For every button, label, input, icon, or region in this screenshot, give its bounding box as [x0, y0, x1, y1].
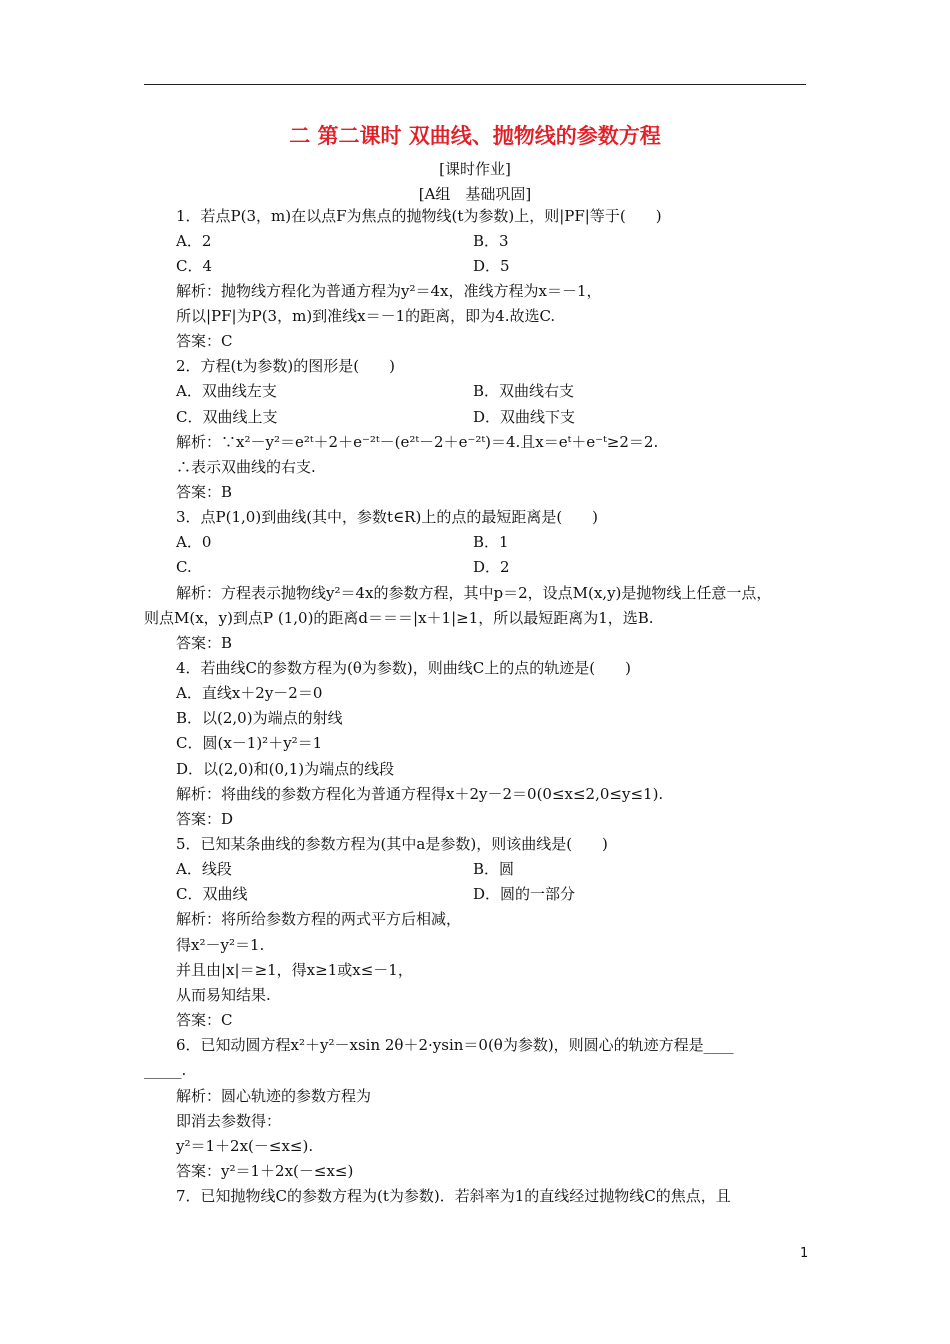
question-7: 7．已知抛物线C的参数方程为(t为参数)．若斜率为1的直线经过抛物线C的焦点，且	[176, 1187, 731, 1205]
q3-option-d: D．2	[473, 558, 510, 576]
q1-option-b: B．3	[473, 232, 509, 250]
q6-solution-line3: y²＝1＋2x(－≤x≤).	[176, 1137, 314, 1155]
question-2: 2．方程(t为参数)的图形是( )	[176, 357, 395, 375]
q1-option-c: C．4	[176, 257, 213, 275]
q2-option-b: B．双曲线右支	[473, 382, 575, 400]
q5-solution-line4: 从而易知结果.	[176, 986, 271, 1004]
q2-option-d: D．双曲线下支	[473, 408, 576, 426]
q6-solution: 解析：圆心轨迹的参数方程为	[176, 1087, 372, 1105]
q2-option-c: C．双曲线上支	[176, 408, 278, 426]
q3-solution-cont: 则点M(x，y)到点P (1,0)的距离d＝＝＝|x＋1|≥1，所以最短距离为1，选B.	[144, 609, 654, 627]
q2-option-a: A．双曲线左支	[176, 382, 277, 400]
q5-option-b: B．圆	[473, 860, 515, 878]
question-1: 1．若点P(3，m)在以点F为焦点的抛物线(t为参数)上，则|PF|等于( )	[176, 207, 662, 225]
q4-solution: 解析：将曲线的参数方程化为普通方程得x＋2y－2＝0(0≤x≤2,0≤y≤1).	[176, 785, 664, 803]
q1-option-a: A．2	[176, 232, 212, 250]
q3-option-a: A．0	[176, 533, 212, 551]
group-label: [A组 基础巩固]	[418, 185, 532, 203]
q2-solution-cont: ∴表示双曲线的右支.	[176, 458, 316, 476]
q4-option-a: A．直线x＋2y－2＝0	[176, 684, 323, 702]
q2-answer: 答案：B	[176, 483, 233, 501]
question-6: 6．已知动圆方程x²＋y²－xsin 2θ＋2·ysin＝0(θ为参数)，则圆心的轨迹方程是____	[176, 1036, 734, 1054]
q2-solution: 解析：∵x²－y²＝e²ᵗ＋2＋e⁻²ᵗ－(e²ᵗ－2＋e⁻²ᵗ)＝4.且x＝eᵗ＋e⁻ᵗ≥2＝2.	[176, 433, 659, 451]
q6-solution-line2: 即消去参数得：	[176, 1112, 282, 1130]
question-4: 4．若曲线C的参数方程为(θ为参数)，则曲线C上的点的轨迹是( )	[176, 659, 631, 677]
q4-answer: 答案：D	[176, 810, 234, 828]
question-6-blank: _____.	[144, 1061, 187, 1079]
q5-option-d: D．圆的一部分	[473, 885, 576, 903]
q5-solution: 解析：将所给参数方程的两式平方后相减，	[176, 910, 462, 928]
q3-option-c: C.	[176, 558, 192, 576]
q4-option-d: D．以(2,0)和(0,1)为端点的线段	[176, 760, 395, 778]
q4-option-c: C．圆(x－1)²＋y²＝1	[176, 734, 323, 752]
q6-answer: 答案：y²＝1＋2x(－≤x≤)	[176, 1162, 354, 1180]
q3-option-b: B．1	[473, 533, 509, 551]
page-number: 1	[800, 1246, 809, 1261]
q5-solution-line2: 得x²－y²＝1.	[176, 936, 265, 954]
q1-answer: 答案：C	[176, 332, 233, 350]
question-5: 5．已知某条曲线的参数方程为(其中a是参数)，则该曲线是( )	[176, 835, 608, 853]
q1-option-d: D．5	[473, 257, 510, 275]
section-label: [课时作业]	[439, 160, 511, 178]
q5-option-a: A．线段	[176, 860, 232, 878]
question-3: 3．点P(1,0)到曲线(其中，参数t∈R)上的点的最短距离是( )	[176, 508, 599, 526]
q4-option-b: B．以(2,0)为端点的射线	[176, 709, 343, 727]
q1-solution: 解析：抛物线方程化为普通方程为y²＝4x，准线方程为x＝－1，	[176, 282, 602, 300]
q5-option-c: C．双曲线	[176, 885, 248, 903]
page-title: 二 第二课时 双曲线、抛物线的参数方程	[289, 124, 661, 148]
q3-answer: 答案：B	[176, 634, 233, 652]
q3-solution: 解析：方程表示抛物线y²＝4x的参数方程，其中p＝2，设点M(x,y)是抛物线上任意一点，	[176, 584, 772, 602]
header-rule	[144, 84, 806, 85]
q1-solution-cont: 所以|PF|为P(3，m)到准线x＝－1的距离，即为4.故选C.	[176, 307, 556, 325]
q5-answer: 答案：C	[176, 1011, 233, 1029]
q5-solution-line3: 并且由|x|＝≥1，得x≥1或x≤－1，	[176, 961, 413, 979]
